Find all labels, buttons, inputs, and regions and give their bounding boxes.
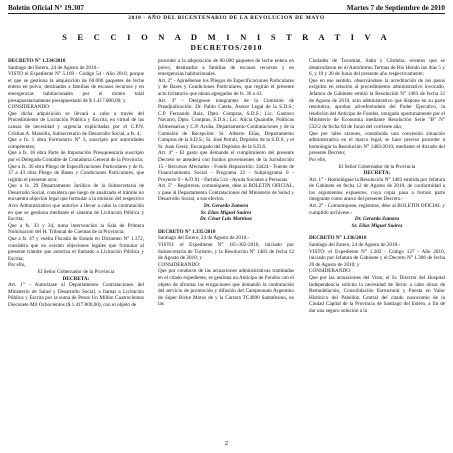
signature: Sr. Elías Miguel Suárez [200,209,252,216]
article: Art. 5° - Regístrese, comuníquese, dése al BOLETIN OFICIAL, y pase al Departamento Contrataciones del Ministerio de Salud y Desarrollo Social, a sus efectos. [158,183,294,203]
header-row [8,4,445,12]
paragraph: Que a fs. 36 obra Pliego de Especificaciones Particulares y de fs. 37 a 43 obra Pliego de Bases y Condiciones Particulares, que regirán el presente acto; [8,163,144,183]
decree-date: Santiago del Estero, 24 de Agosto de 2010.- [309,242,401,249]
article: Art. 1° - Homológase la Resolución N° 1483 emitida por Jefatura de Gabinete en fecha 12 de Agosto de 2010, de conformidad a los argumentos expuestos, cuya copia pasa a formar parte integrante como anexo del presente Decreto.- [309,176,445,203]
column-right [309,58,445,315]
decree-date: Santiago del Estero, 24 de Agosto de 2010.- [8,64,100,71]
paragraph: Que por las actuaciones del Visto, el Sr. Director del Hospital Independencia solicita la necesidad de llevar a cabo obras de Remodelación, Consolidación Estructural y Puesta en Valor Histórico del Pabellón Central del citado nosocomio de la Ciudad Capital de la Provincia de Santiago del Estero, a fin de dar una seguro solución a la [309,275,445,314]
signature: Sr. Elías Miguel Suárez [351,222,403,229]
considerando-label: CONSIDERANDO: [309,268,352,275]
decreta-label: DECRETA: [62,275,90,282]
paragraph: Que por conducto de las actuaciones administrativas tramitadas en el citado expediente, se gestiona un Anticipo de Fondos con el objeto de afrontar las erogaciones que demandó la contratación del servicio de promoción y difusión del Campeonato Argentino de Súper Bicke Motos de y la Carrera TC4000 Santafesino, en las [158,268,294,308]
article: Art. 1° - Autorízase al Departamento Contrataciones del Ministerio de Salud y Desarrollo Social, a llamar a Licitación Pública y Escrita por la suma de Pesos Un Millón Cuatrocientos Diecisiete Mil Ochocientos ($ 1.417.800,00), con el objeto de [8,282,144,308]
publication-title: Boletín Oficial N° 19.307 [8,4,84,12]
decree-visto: VISTO: el Expediente N° 1.282 - Código 127 - Año 2010, iniciado por Jefatura de Gabinete y el Decreto N° 1.306 de fecha 20 de Agosto de 2010; y [309,248,445,268]
section-title: S E C C I O N A D M I N I S T R A T I V A [62,32,391,42]
decree-visto: VISTO: el Expediente N° 165-302-2010, iniciado por Subsecretaría de Turismo, y la Resolución N° 1483 de fecha 12 de Agosto de 2010; y [158,242,294,262]
considerando-label: CONSIDERANDO: [8,104,51,111]
signature: Dr. Gerardo Zamora [354,216,400,223]
decree-heading: DECRETO N° 1.334/2010 [8,58,66,64]
paragraph: Ciudades de Tucumán, Salta y Córdoba, eventos que se desarrollaron en el Autódromo Termas de Río Hondo los días 5 y 6, y 19 y 20 de Junio del presente año respectivamente; [309,58,445,78]
signature: Dr. César Luis Martínez [200,216,252,223]
publication-date: Martes 7 de Septiembre de 2010 [346,4,445,12]
article: Art. 2° - Comuníquese, regístrese, dése al BOLETIN OFICIAL y cumplido archívese.- [309,203,445,216]
decree-heading: DECRETO N° 1.335/2010 [158,228,216,235]
decree-visto: VISTO el Expediente N° 5.169 - Código 54 - Año 2010, porque el que se gestiona la adquisición de 60.000 paquetes de leche entera en polvo, destinados a familias de escasos recursos y en emergencias habitacionales por el monto total presupuestariamente presupuestado de $ 1.417.800,00; y [8,71,144,104]
paragraph: Que a fs. 33 y 34, toma intervención la Sala de Primera Nominación del H. Tribunal de Cuentas de la Provincia; [8,222,144,236]
paragraph: Que a fs. 29 Departamento Jurídico de la Subsecretaría de Desarrollo Social, considera que luego de analizado el trámite no encuentra objeción legal que formular a la emisión del respectivo Acto Administrativo que autorice a llevar a cabo la contratación en que se gestiona mediante el sistema de Licitación Pública y Escrita; [8,183,144,223]
paragraph: Que a fs. 1 obra Formulario N° 3, suscripto por autoridades competentes; [8,137,144,150]
considerando-label: CONSIDERANDO: [158,261,201,268]
page-number: 2 [224,440,229,447]
paragraph: proceder a la adquisición de 60.000 paquetes de leche entera en polvo, destinados a familias de escasos recursos y en emergencias habitacionales. [158,58,294,78]
header-rule [8,13,445,14]
article: Art. 3° - Desígnese integrantes de la Comisión de Preadjudicación: Dr. Pablo Catela, Asesor Legal de la S.D.S.; C.P. Fernando Ruiz, Dpto. Compras, S.D.S.; Lic. Gustavo Navarro, Dpto. Compras, S.D.S.; Lic. Alicia Quaindle, Políticas Alimentarias y C.P. Acuña, Departamento Contrataciones y de la Comisión de Recepción: Sr. Alberto Elías, Departamento Compras de la S.D.S.; Sr. José Petrali, Depósito de la S.D.S. y el Sr. Juan Geréz, Encargado del Depósito de la S.D.S. [158,97,294,150]
signature: Dr. Gerardo Zamora [203,203,249,210]
article: Art. 2° - Apruébense los Pliegos de Especificaciones Particulares y de Bases y Condiciones Particulares, que regirán el presente acto licitatorio que obran agregados de fs. 36 a 43. [158,77,294,97]
decree-date: Santiago del Estero, 24 de Agosto de 2010.- [158,235,250,242]
governor-line: El Señor Gobernador de la Provincia [37,269,115,275]
page-header [8,4,445,21]
column-left [8,58,144,309]
paragraph: Que por tales razones, constituida una concesión situación administrativa en el marco legal, se hace preciso proceder a homologar la Resolución N° 1483/2010, mediante el dictado del presente Decreto; [309,130,445,157]
decreta-label: DECRETA: [363,170,391,177]
paragraph: Por ello, [8,262,26,269]
decree-heading: DECRETO N° 1.336/2010 [309,235,367,242]
governor-line: El Señor Gobernador de la Provincia [338,163,416,170]
paragraph: Que a fs. 18 obra Parte de Imputación Presupuestaria suscripto por el Delegado Contable de Contaduría General de la Provincia; [8,150,144,163]
paragraph: Que dicha adquisición se llevará a cabo a través del Procedimiento de Licitación Pública y Escrita, en virtud de las causas de necesidad y urgencia explicitadas por el C.P.N. Cristian A. Mansilla, Subsecretario de Desarrollo Social, a fs. 4; [8,110,144,137]
paragraph: Que a fs. 47 y vuelta Fiscalía de Estado en Dictamen N° 1.372, considera que no existen objeciones legales que formular al presente trámite que autoriza el llamado a Licitación Pública y Escrita; [8,236,144,262]
paragraph: Que en ese sentido, observándose la acreditación de los pasos exigidos en relación al procedimiento administrativo invocado, Jefatura de Gabinete emitió la Resolución N° 1483 de fecha 12 de Agosto de 2010, acto administrativo que dispone en su parte resolutiva, aprobar ad-referéndum del Poder Ejecutivo, la rendición del Anticipo de Fondos, otorgado oportunamente por el Ministerio de Economía mediante Resolución Serie "B" N° 532/2 de fecha 04 de Junio del corriente año; [309,77,445,130]
header-subtitle: 2010 - AÑO DEL BICENTENARIO DE LA REVOLUCION DE MAYO [128,15,325,21]
article: Art. 4° - El gasto que demande el cumplimiento del presente Decreto se atenderá con fondos provenientes de la Jurisdicción 15 - Recursos Afectados - Fondo Reparación: 34424 - Fuente de Financiamiento Social - Programa 22 - Subprograma 0 - Proyecto 0 - A/O 01 - Partida 514 - Ayuda Sociales a Personas. [158,150,294,183]
section-subtitle: DECRETOS/2010 [190,43,263,52]
paragraph: Por ello, [309,156,327,163]
column-middle [158,58,294,308]
